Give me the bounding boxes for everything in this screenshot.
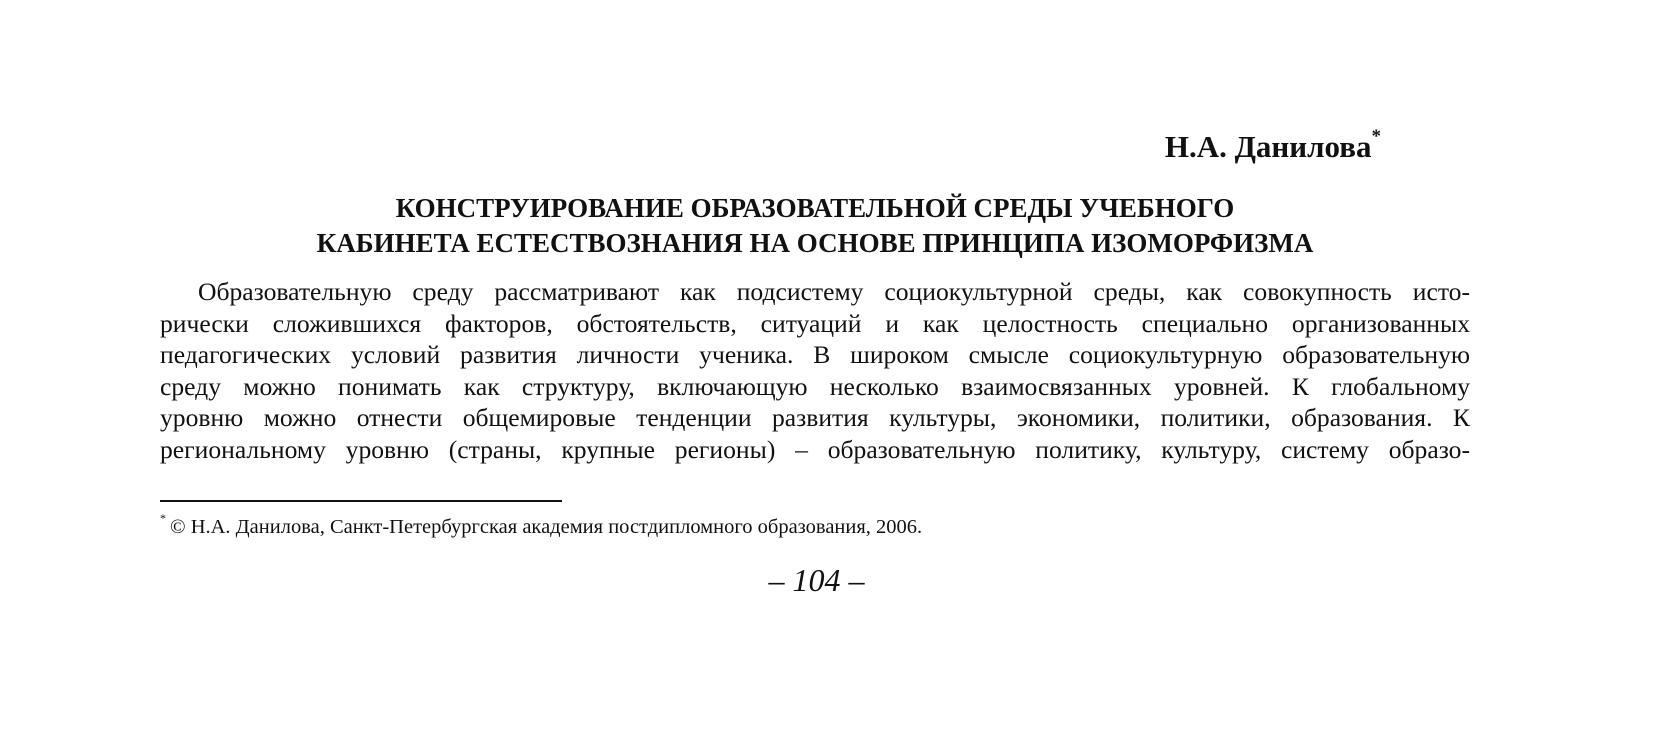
title-line-1: КОНСТРУИРОВАНИЕ ОБРАЗОВАТЕЛЬНОЙ СРЕДЫ УЧЕБНОГО (395, 193, 1235, 223)
body-paragraph (160, 276, 1470, 466)
body-line-6: региональному уровню (страны, крупные регионы) – образовательную политику, культуру, систему образо- (160, 434, 1470, 464)
body-line-2: рически сложившихся факторов, обстоятельств, ситуаций и как целостность специально организованных (160, 308, 1470, 338)
body-line-3: педагогических условий развития личности ученика. В широком смысле социокультурную образовательную (160, 340, 1470, 370)
footnote-mark: * (160, 511, 166, 526)
body-line-5: уровню можно отнести общемировые тенденции развития культуры, экономики, политики, образования. К (160, 403, 1470, 433)
body-line-4: среду можно понимать как структуру, включающую несколько взаимосвязанных уровней. К глобальному (160, 371, 1470, 401)
body-line-1: Образовательную среду рассматривают как подсистему социокультурной среды, как совокупность исто- (198, 277, 1470, 306)
footnote-text: © Н.А. Данилова, Санкт-Петербургская академия постдипломного образования, 2006. (170, 516, 923, 538)
footnote (160, 511, 923, 541)
title-line-2: КАБИНЕТА ЕСТЕСТВОЗНАНИЯ НА ОСНОВЕ ПРИНЦИПА ИЗОМОРФИЗМА (316, 228, 1314, 258)
footnote-divider (160, 500, 562, 502)
author-name-text: Н.А. Данилова (1164, 129, 1372, 164)
author-footnote-mark: * (1371, 125, 1381, 147)
author-name (1164, 125, 1381, 165)
article-title (160, 191, 1470, 261)
page-number: – 104 – (768, 562, 865, 598)
